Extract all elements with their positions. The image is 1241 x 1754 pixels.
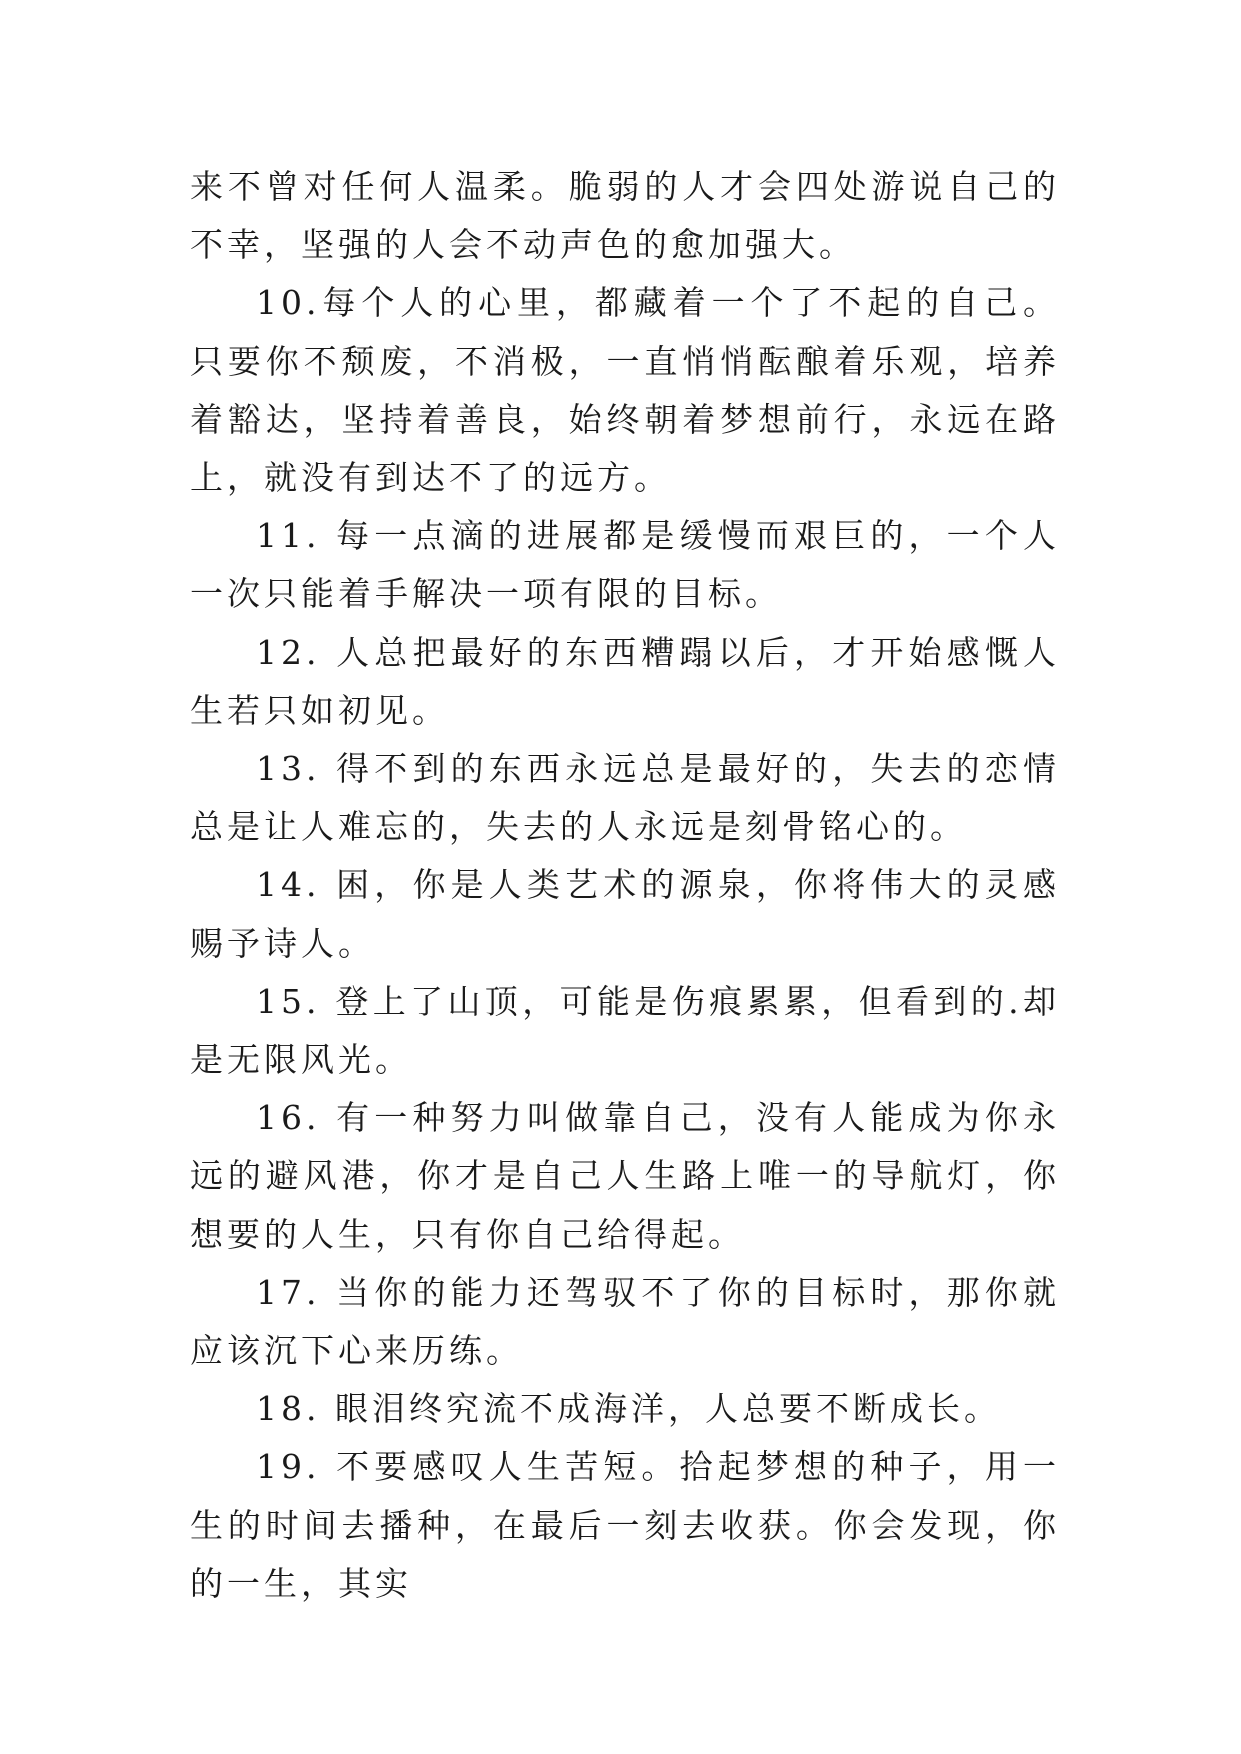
paragraph-item-16: 16. 有一种努力叫做靠自己，没有人能成为你永远的避风港，你才是自己人生路上唯一的导航灯，你想要的人生，只有你自己给得起。	[190, 1098, 1060, 1254]
paragraph-continuation: 来不曾对任何人温柔。脆弱的人才会四处游说自己的不幸，坚强的人会不动声色的愈加强大。	[190, 167, 1060, 265]
paragraph-item-10: 10.每个人的心里，都藏着一个了不起的自己。只要你不颓废，不消极，一直悄悄酝酿着乐观，培养着豁达，坚持着善良，始终朝着梦想前行，永远在路上，就没有到达不了的远方。	[190, 283, 1060, 498]
paragraph-item-11: 11. 每一点滴的进展都是缓慢而艰巨的，一个人一次只能着手解决一项有限的目标。	[190, 516, 1060, 614]
document-body	[190, 158, 1060, 1613]
paragraph-item-19: 19. 不要感叹人生苦短。拾起梦想的种子，用一生的时间去播种，在最后一刻去收获。你会发现，你的一生，其实	[190, 1447, 1060, 1603]
paragraph-item-18: 18. 眼泪终究流不成海洋，人总要不断成长。	[256, 1389, 1001, 1429]
paragraph-item-17: 17. 当你的能力还驾驭不了你的目标时，那你就应该沉下心来历练。	[190, 1272, 1060, 1371]
paragraph-item-13: 13. 得不到的东西永远总是最好的，失去的恋情总是让人难忘的，失去的人永远是刻骨铭心的。	[190, 749, 1060, 847]
paragraph-item-12: 12. 人总把最好的东西糟蹋以后，才开始感慨人生若只如初见。	[190, 632, 1060, 730]
paragraph-item-14: 14. 困，你是人类艺术的源泉，你将伟大的灵感赐予诗人。	[190, 865, 1060, 963]
paragraph-item-15: 15. 登上了山顶，可能是伤痕累累，但看到的.却是无限风光。	[190, 981, 1060, 1080]
